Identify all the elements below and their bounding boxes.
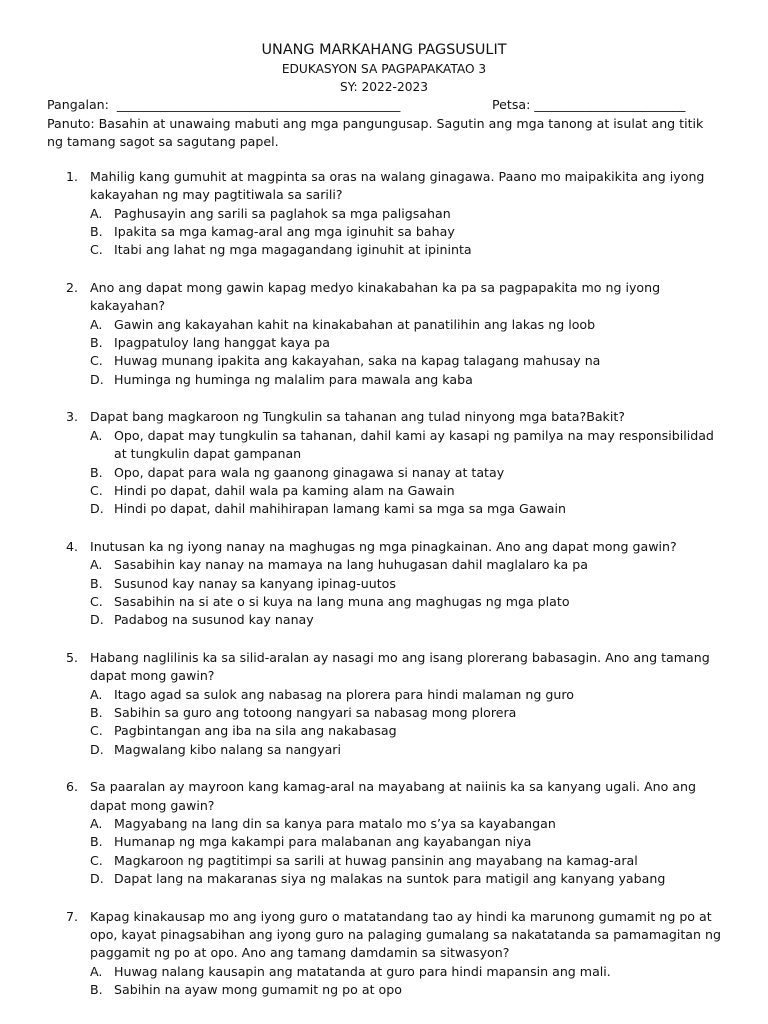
exam-title: UNANG MARKAHANG PAGSUSULIT [261,42,507,58]
choice-text: Sasabihin na si ate o si kuya na lang muna ang maghugas ng mga plato [114,593,570,609]
choice-letter: A. [90,816,103,831]
choice-letter: D. [90,612,104,628]
question-list [47,168,722,1000]
choice-text: Sasabihin kay nanay na mamaya na lang huhugasan dahil maglalaro ka pa [114,557,588,573]
choice-text: Opo, dapat may tungkulin sa tahanan, dahil kami ay kasapi ng pamilya na may responsibilidad at tungkulin dapat gampanan [114,427,714,462]
answer-choice [90,205,722,223]
answer-choice [90,223,722,241]
choice-text: Padabog na susunod kay nanay [114,612,314,628]
answer-choice [90,963,722,981]
choice-letter: A. [90,686,103,702]
choice-text: Susunod kay nanay sa kanyang ipinag-uutos [114,575,396,591]
choice-letter: D. [90,871,104,887]
choice-letter: C. [90,852,103,868]
choice-text: Opo, dapat para wala ng gaanong ginagawa si nanay at tatay [114,464,505,480]
choice-letter: B. [90,704,103,720]
choice-list [90,815,722,889]
answer-choice [90,482,722,500]
choice-letter: C. [90,482,103,498]
answer-choice [90,815,722,833]
choice-list [90,963,722,1000]
question-text: Dapat bang magkaroon ng Tungkulin sa tahanan ang tulad ninyong mga bata?Bakit? [90,409,625,425]
answer-choice [90,500,722,518]
answer-choice [90,686,722,704]
choice-text: Hindi po dapat, dahil mahihirapan lamang kami sa mga sa mga Gawain [114,501,566,517]
choice-letter: B. [90,224,103,240]
choice-text: Huwag munang ipakita ang kakayahan, saka na kapag talagang mahusay na [114,353,601,369]
question-number: 6. [66,779,79,795]
choice-text: Hindi po dapat, dahil wala pa kaming alam na Gawain [114,482,455,498]
choice-letter: C. [90,242,103,258]
choice-text: Ipagpatuloy lang hanggat kaya pa [114,335,330,351]
question-item [47,408,722,518]
choice-letter: C. [90,593,103,609]
question-number: 2. [66,279,79,295]
choice-text: Sabihin sa guro ang totoong nangyari sa nabasag mong plorera [114,704,517,720]
answer-choice [90,316,722,334]
question-text: Sa paaralan ay mayroon kang kamag-aral na mayabang at naiinis ka sa kanyang ugali. Ano ang dapat mong gawin? [90,779,696,813]
choice-text: Pagbintangan ang iba na sila ang nakabasag [114,723,397,739]
answer-choice [90,371,722,389]
choice-list [90,205,722,260]
choice-letter: B. [90,834,103,850]
question-text: Mahilig kang gumuhit at magpinta sa oras na walang ginagawa. Paano mo maipakikita ang iyong kakayahan ng may pagtitiwala sa sarili? [90,168,705,203]
choice-list [90,427,722,519]
choice-text: Humanap ng mga kakampi para malabanan ang kayabangan niya [114,834,532,850]
answer-choice [90,593,722,611]
answer-choice [90,575,722,593]
question-text: Habang naglilinis ka sa silid-aralan ay nasagi mo ang isang plorerang babasagin. Ano ang tamang dapat mong gawin? [90,649,710,684]
student-fields [47,96,721,115]
choice-letter: A. [90,205,103,221]
name-field: Pangalan: _____________________________________________ [47,97,401,112]
answer-choice [90,852,722,870]
choice-text: Itabi ang lahat ng mga magagandang iginuhit at ipininta [114,242,472,258]
choice-letter: B. [90,464,103,480]
choice-text: Magwalang kibo nalang sa nangyari [114,741,341,757]
question-text: Kapag kinakausap mo ang iyong guro o matatandang tao ay hindi ka marunong gumamit ng po at opo, kayat pinagsabihan ang iyong guro na palaging gumalang sa nakatatanda sa pamamagitan ng paggamit ng po at opo. Ano ang tamang damdamin sa sitwasyon? [90,908,721,961]
question-number: 7. [66,908,79,924]
question-item [47,908,722,1000]
choice-list [90,686,722,760]
choice-text: Huwag nalang kausapin ang matatanda at guro para hindi mapansin ang mali. [114,963,611,979]
choice-text: Gawin ang kakayahan kahit na kinakabahan at panatilihin ang lakas ng loob [114,316,596,332]
subject-title: EDUKASYON SA PAGPAPAKATAO 3 [281,62,487,76]
answer-choice [90,722,722,740]
question-item [47,778,722,888]
question-item [47,168,722,260]
answer-choice [90,464,722,482]
answer-choice [90,352,722,370]
choice-text: Itago agad sa sulok ang nabasag na plorera para hindi malaman ng guro [114,686,574,702]
answer-choice [90,427,722,464]
question-number: 5. [66,649,79,665]
question-item [47,279,722,389]
answer-choice [90,741,722,759]
choice-letter: D. [90,371,104,387]
choice-letter: A. [90,316,103,332]
choice-letter: B. [90,982,103,998]
answer-choice [90,870,722,888]
question-number: 4. [66,538,79,554]
question-item [47,538,722,630]
answer-choice [90,833,722,851]
choice-letter: C. [90,353,103,369]
instructions: Panuto: Basahin at unawaing mabuti ang mga pangungusap. Sagutin ang mga tanong at isulat ang titik ng tamang sagot sa sagutang papel. [47,116,704,150]
choice-text: Huminga ng huminga ng malalim para mawala ang kaba [114,371,473,387]
answer-choice [90,611,722,629]
school-year: SY: 2022-2023 [340,80,428,94]
choice-letter: C. [90,723,103,739]
choice-text: Dapat lang na makaranas siya ng malakas na suntok para matigil ang kanyang yabang [114,871,666,887]
choice-list [90,556,722,630]
question-number: 3. [66,409,79,425]
choice-text: Ipakita sa mga kamag-aral ang mga iginuhit sa bahay [114,224,455,240]
answer-choice [90,334,722,352]
answer-choice [90,241,722,259]
choice-letter: D. [90,741,104,757]
answer-choice [90,704,722,722]
question-text: Inutusan ka ng iyong nanay na maghugas ng mga pinagkainan. Ano ang dapat mong gawin? [90,538,677,554]
choice-letter: B. [90,335,103,351]
choice-text: Sabihin na ayaw mong gumamit ng po at opo [114,982,402,998]
choice-letter: A. [90,963,103,979]
date-field: Petsa: ________________________ [492,97,686,112]
choice-text: Magyabang na lang din sa kanya para matalo mo s’ya sa kayabangan [114,816,556,831]
question-number: 1. [66,168,79,184]
question-item [47,649,722,759]
choice-letter: D. [90,501,104,517]
question-text: Ano ang dapat mong gawin kapag medyo kinakabahan ka pa sa pagpapakita mo ng iyong kakayahan? [90,279,661,314]
choice-letter: A. [90,557,103,573]
choice-list [90,316,722,390]
choice-text: Paghusayin ang sarili sa paglahok sa mga paligsahan [114,205,451,221]
choice-text: Magkaroon ng pagtitimpi sa sarili at huwag pansinin ang mayabang na kamag-aral [114,852,638,868]
answer-choice [90,981,722,999]
choice-letter: B. [90,575,103,591]
choice-letter: A. [90,427,103,443]
answer-choice [90,556,722,574]
